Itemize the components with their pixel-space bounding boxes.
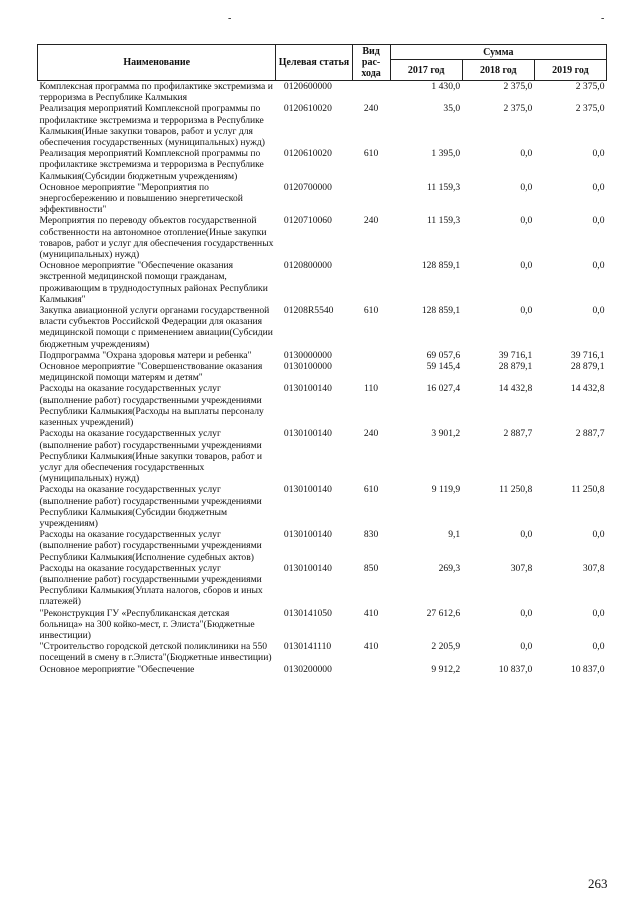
row-sum-2017: 9 119,9 bbox=[431, 484, 461, 496]
row-code: 0130100140 bbox=[283, 562, 332, 574]
table-row bbox=[38, 608, 607, 642]
header-mark-right: - bbox=[601, 13, 605, 24]
row-sum-2018: 28 879,1 bbox=[498, 361, 533, 373]
row-type: 410 bbox=[363, 607, 379, 619]
row-sum-2019: 0,0 bbox=[592, 607, 605, 619]
row-sum-2018: 14 432,8 bbox=[498, 383, 533, 395]
table-row bbox=[38, 148, 607, 182]
row-type: 110 bbox=[364, 383, 379, 395]
row-name: Основное мероприятие "Обеспечение оказания экстренной медицинской помощи гражданам, проживающим в труднодоступных районах Республики Калмыкия" bbox=[39, 260, 268, 305]
row-sum-2017: 9 912,2 bbox=[431, 663, 461, 675]
row-type bbox=[352, 664, 390, 675]
row-sum-2019: 2 887,7 bbox=[575, 428, 605, 440]
row-type: 610 bbox=[363, 148, 379, 160]
row-code: 0120600000 bbox=[283, 81, 332, 92]
header-sum: Сумма bbox=[390, 45, 606, 60]
row-sum-2017: 1 430,0 bbox=[431, 81, 461, 92]
header-year-2018: 2018 год bbox=[462, 60, 534, 81]
row-sum-2017: 11 159,3 bbox=[426, 215, 461, 227]
table-body bbox=[38, 81, 607, 675]
row-sum-2019: 11 250,8 bbox=[571, 484, 605, 496]
row-type bbox=[352, 361, 390, 383]
row-sum-2017: 59 145,4 bbox=[426, 361, 461, 373]
row-name: Основное мероприятие "Мероприятия по энергосбережению и повышению энергетической эффективности" bbox=[39, 181, 243, 216]
row-code: 0120700000 bbox=[283, 181, 332, 193]
row-code: 01208R5540 bbox=[283, 305, 334, 317]
header-type: Вид рас-хода bbox=[352, 45, 390, 81]
row-sum-2019: 28 879,1 bbox=[570, 361, 605, 373]
table-row bbox=[38, 361, 607, 383]
row-sum-2017: 3 901,2 bbox=[431, 428, 461, 440]
row-name: Расходы на оказание государственных услуг (выполнение работ) государственными учреждениями Республики Калмыкия(Субсидии бюджетным учреждениям) bbox=[39, 484, 262, 529]
row-name: "Строительство городской детской поликлиники на 550 посещений в смену в г.Элиста"(Бюджетные инвестиции) bbox=[39, 641, 272, 664]
row-type: 240 bbox=[363, 428, 379, 440]
row-sum-2017: 16 027,4 bbox=[426, 383, 461, 395]
row-code: 0130141110 bbox=[283, 641, 332, 653]
budget-table bbox=[37, 44, 607, 675]
row-sum-2018: 0,0 bbox=[520, 148, 533, 160]
row-sum-2017: 128 859,1 bbox=[421, 305, 461, 317]
row-name: Расходы на оказание государственных услуг (выполнение работ) государственными учреждениями Республики Калмыкия(Расходы на выплаты персоналу казенных учреждений) bbox=[39, 383, 264, 429]
row-name: "Реконструкция ГУ «Республиканская детская больница» на 300 койко-мест, г. Элиста"(Бюджетные инвестиции) bbox=[39, 607, 255, 641]
row-name: Реализация мероприятий Комплексной программы по профилактике экстремизма и терроризма в Республике Калмыкия(Иные закупки товаров, работ и услуг для обеспечения государственных (муниципальных) нужд) bbox=[39, 103, 265, 149]
row-sum-2019: 0,0 bbox=[592, 529, 605, 541]
table-row bbox=[38, 529, 607, 563]
table-row bbox=[38, 215, 607, 260]
row-sum-2018: 0,0 bbox=[520, 607, 533, 619]
row-code: 0130100140 bbox=[283, 529, 332, 541]
row-name: Основное мероприятие "Обеспечение bbox=[39, 663, 195, 675]
table-row bbox=[38, 428, 607, 484]
row-sum-2017: 9,1 bbox=[448, 529, 461, 541]
row-sum-2018: 0,0 bbox=[520, 260, 533, 272]
row-sum-2018: 10 837,0 bbox=[498, 663, 533, 675]
row-sum-2017: 2 205,9 bbox=[431, 641, 461, 653]
table-header bbox=[38, 45, 607, 81]
table-row bbox=[38, 305, 607, 350]
row-name: Подпрограмма "Охрана здоровья матери и ребенка" bbox=[39, 349, 252, 361]
row-name: Расходы на оказание государственных услуг (выполнение работ) государственными учреждениями Республики Калмыкия(Исполнение судебных актов) bbox=[39, 529, 262, 563]
row-sum-2019: 307,8 bbox=[582, 562, 605, 574]
row-sum-2018: 0,0 bbox=[520, 181, 533, 193]
table-row bbox=[38, 563, 607, 608]
row-type: 830 bbox=[363, 529, 379, 541]
row-sum-2019: 0,0 bbox=[592, 305, 605, 317]
row-name: Комплексная программа по профилактике экстремизма и терроризма в Республике Калмыкия bbox=[39, 81, 273, 104]
row-type: 610 bbox=[363, 305, 379, 317]
row-sum-2019: 0,0 bbox=[592, 181, 605, 193]
row-sum-2017: 69 057,6 bbox=[426, 349, 461, 361]
row-name: Закупка авиационной услуги органами государственной власти субъектов Российской Федерации для оказания медицинской помощи с применением авиации(Субсидии бюджетным учреждениям) bbox=[39, 305, 273, 350]
row-sum-2018: 307,8 bbox=[510, 562, 533, 574]
row-sum-2019: 39 716,1 bbox=[570, 349, 605, 361]
row-sum-2019: 0,0 bbox=[592, 260, 605, 272]
row-code: 0130100140 bbox=[283, 484, 332, 496]
row-sum-2019: 0,0 bbox=[592, 148, 605, 160]
row-type: 240 bbox=[363, 215, 379, 227]
row-type: 410 bbox=[363, 641, 379, 653]
row-name: Расходы на оказание государственных услуг (выполнение работ) государственными учреждениями Республики Калмыкия(Иные закупки товаров, работ и услуг для обеспечения государственных (муниципальных) нужд) bbox=[39, 428, 262, 485]
row-sum-2018: 2 375,0 bbox=[503, 103, 533, 115]
row-name: Мероприятия по переводу объектов государственной собственности на автономное отопление(Иные закупки товаров, работ и услуг для обеспечения государственных (муниципальных) нужд) bbox=[39, 215, 274, 261]
header-year-2017: 2017 год bbox=[390, 60, 462, 81]
row-sum-2017: 269,3 bbox=[438, 562, 461, 574]
page-number: 263 bbox=[588, 876, 608, 891]
row-sum-2017: 35,0 bbox=[443, 103, 461, 115]
table-row bbox=[38, 103, 607, 148]
row-sum-2019: 2 375,0 bbox=[575, 103, 605, 115]
row-sum-2018: 2 375,0 bbox=[503, 81, 533, 92]
table-row bbox=[38, 641, 607, 663]
row-sum-2019: 10 837,0 bbox=[570, 663, 605, 675]
row-code: 0130100140 bbox=[283, 383, 332, 395]
row-code: 0120610020 bbox=[283, 103, 332, 115]
row-type bbox=[352, 81, 390, 104]
row-type: 610 bbox=[363, 484, 379, 496]
row-sum-2017: 128 859,1 bbox=[421, 260, 461, 272]
table-row bbox=[38, 350, 607, 361]
row-code: 0130100140 bbox=[283, 428, 332, 440]
row-code: 0120800000 bbox=[283, 260, 332, 272]
header-name: Наименование bbox=[38, 45, 276, 81]
row-code: 0120710060 bbox=[283, 215, 332, 227]
row-name: Расходы на оказание государственных услуг (выполнение работ) государственными учреждениями Республики Калмыкия(Уплата налогов, сборов и иных платежей) bbox=[39, 562, 263, 608]
header-code: Целевая статья bbox=[276, 45, 352, 81]
row-code: 0130200000 bbox=[283, 663, 332, 675]
table-row bbox=[38, 383, 607, 428]
row-type bbox=[352, 182, 390, 216]
row-code: 0120610020 bbox=[283, 148, 332, 160]
row-code: 0130100000 bbox=[283, 361, 332, 373]
table-row bbox=[38, 182, 607, 216]
row-sum-2018: 0,0 bbox=[520, 215, 533, 227]
row-sum-2018: 0,0 bbox=[520, 529, 533, 541]
row-type bbox=[352, 260, 390, 305]
row-sum-2018: 0,0 bbox=[520, 641, 533, 653]
row-type: 850 bbox=[363, 562, 379, 574]
row-sum-2018: 2 887,7 bbox=[503, 428, 533, 440]
row-sum-2019: 0,0 bbox=[592, 215, 605, 227]
table-row bbox=[38, 81, 607, 104]
row-name: Основное мероприятие "Совершенствование оказания медицинской помощи матерям и детям" bbox=[39, 361, 263, 384]
row-type: 240 bbox=[363, 103, 379, 115]
row-sum-2019: 14 432,8 bbox=[570, 383, 605, 395]
header-mark-left: - bbox=[228, 13, 232, 24]
row-sum-2018: 0,0 bbox=[520, 305, 533, 317]
table-row bbox=[38, 484, 607, 529]
row-sum-2018: 39 716,1 bbox=[498, 349, 533, 361]
header-year-2019: 2019 год bbox=[534, 60, 606, 81]
row-sum-2017: 11 159,3 bbox=[426, 181, 461, 193]
row-code: 0130141050 bbox=[283, 607, 332, 619]
row-sum-2017: 27 612,6 bbox=[426, 607, 461, 619]
row-sum-2017: 1 395,0 bbox=[431, 148, 461, 160]
row-type bbox=[352, 350, 390, 361]
row-sum-2019: 2 375,0 bbox=[575, 81, 605, 92]
row-sum-2018: 11 250,8 bbox=[499, 484, 533, 496]
row-sum-2019: 0,0 bbox=[592, 641, 605, 653]
row-name: Реализация мероприятий Комплексной программы по профилактике экстремизма и терроризма в Республике Калмыкия(Субсидии бюджетным учреждениям) bbox=[39, 148, 264, 182]
row-code: 0130000000 bbox=[283, 349, 332, 361]
table-row bbox=[38, 664, 607, 675]
table-row bbox=[38, 260, 607, 305]
